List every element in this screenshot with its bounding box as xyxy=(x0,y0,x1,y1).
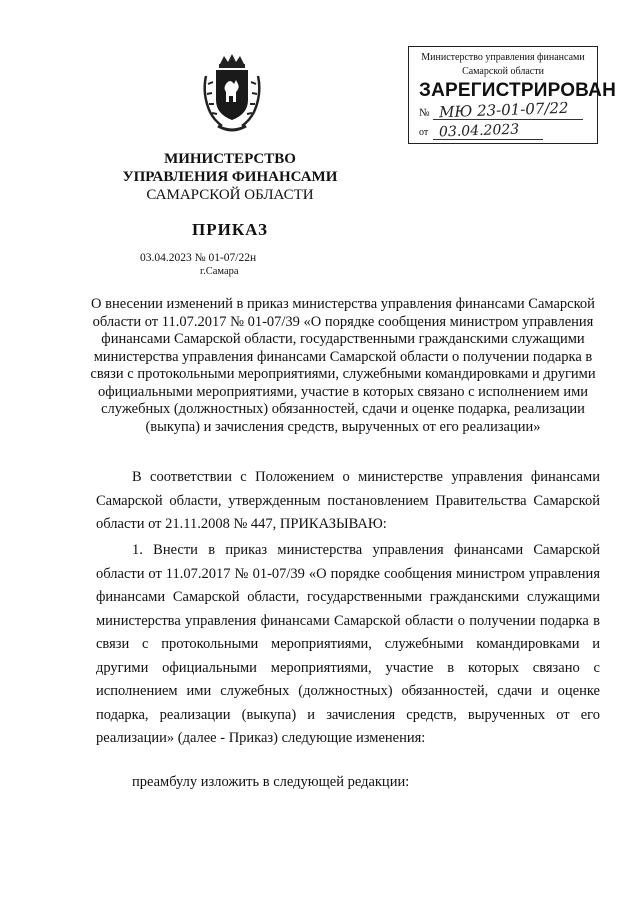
ministry-name-line1: МИНИСТЕРСТВО xyxy=(164,151,296,167)
document-subject: О внесении изменений в приказ министерства управления финансами Самарской области от 11.07.2017 № 01-07/39 «О порядке сообщения министром управления финансами Самарской области, государственными гражданскими служащими министерства управления финансами Самарской области о получении подарка в связи с протокольными мероприятиями, служебными командировками и другими официальными мероприятиями, участие в которых связано с исполнением ими служебных (должностных) обязанностей, сдачи и оценке подарка, реализации (выкупа) и зачисления средств, вырученных от его реализации» xyxy=(90,296,596,435)
stamp-number-value: МЮ 23-01-07/22 xyxy=(438,98,569,122)
stamp-number-label: № xyxy=(419,107,430,119)
body-paragraph-item-1: 1. Внести в приказ министерства управления финансами Самарской области от 11.07.2017 № 01-07/39 «О порядке сообщения министром управления финансами Самарской области, государственными гражданскими служащими министерства управления финансами Самарской области о получении подарка в связи с протокольными мероприятиями, служебными командировками и другими официальными мероприятиями, участие в которых связано с исполнением ими служебных (должностных) обязанностей, сдачи и оценке подарка, реализации (выкупа) и зачисления средств, вырученных от его реализации» (далее - Приказ) следующие изменения: xyxy=(96,542,600,746)
ministry-region: САМАРСКОЙ ОБЛАСТИ xyxy=(146,187,314,203)
body-paragraph-preamble-instruction: преамбулу изложить в следующей редакции: xyxy=(132,774,410,790)
stamp-ministry-line: Министерство управления финансами xyxy=(421,52,585,63)
stamp-date-label: от xyxy=(419,127,429,138)
stamp-date-value: 03.04.2023 xyxy=(438,121,520,141)
document-date-number: 03.04.2023 № 01-07/22н xyxy=(140,252,257,264)
coat-of-arms-icon xyxy=(200,50,264,136)
ministry-name-line2: УПРАВЛЕНИЯ ФИНАНСАМИ xyxy=(122,169,338,185)
stamp-registered-label: ЗАРЕГИСТРИРОВАН xyxy=(419,80,616,101)
preamble-order-word: ПРИКАЗЫВАЮ: xyxy=(279,516,387,532)
body-paragraph-preamble xyxy=(96,466,600,537)
preamble-text: В соответствии с Положением о министерстве управления финансами Самарской области, утвержденным постановлением Правительства Самарской области от 21.11.2008 № 447, xyxy=(96,469,600,532)
registration-stamp xyxy=(408,46,616,144)
document-title: ПРИКАЗ xyxy=(192,220,268,239)
document-city: г.Самара xyxy=(200,266,239,277)
stamp-region-line: Самарской области xyxy=(462,66,544,77)
